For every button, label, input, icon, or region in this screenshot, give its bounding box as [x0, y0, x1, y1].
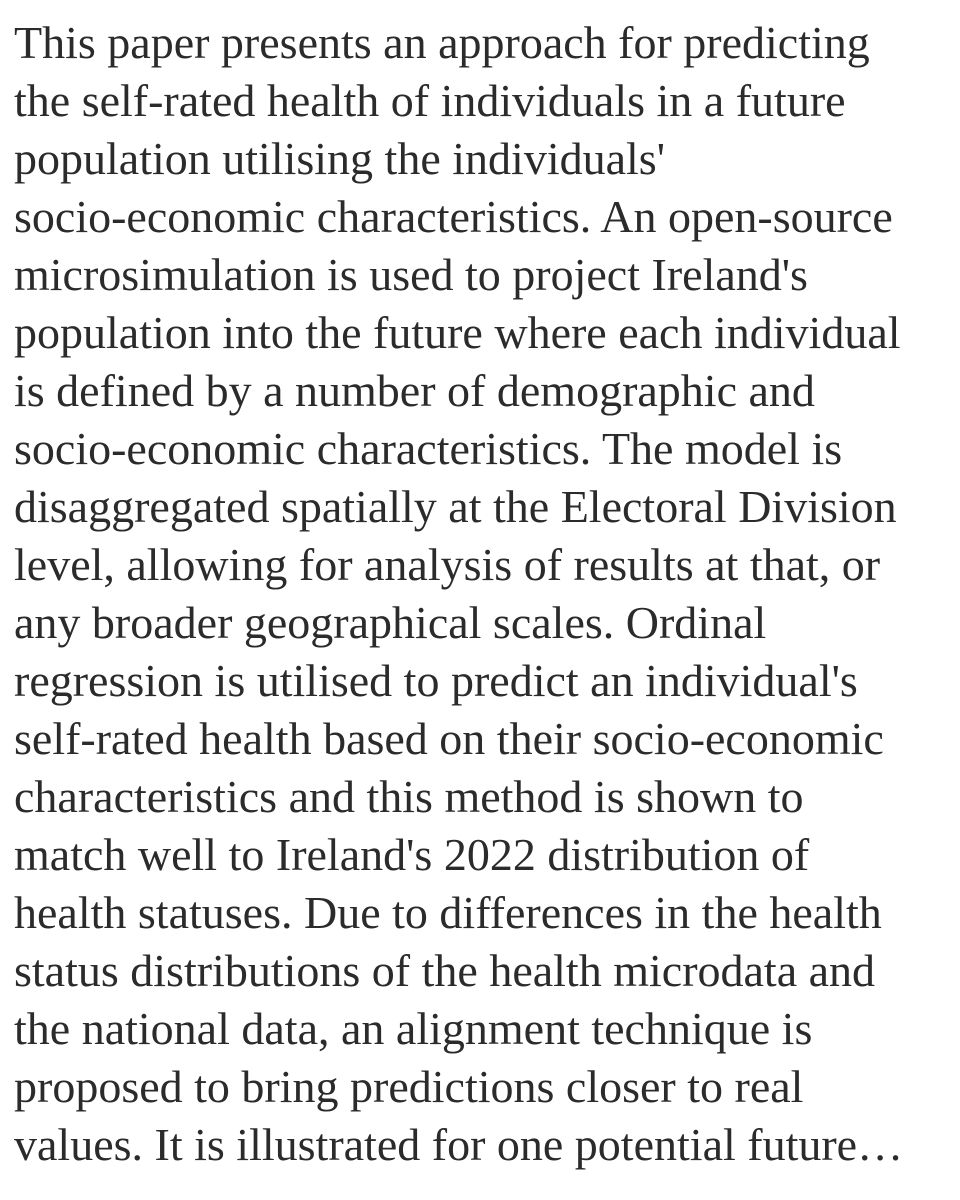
abstract-line: socio-economic characteristics. An open-source — [14, 191, 893, 242]
abstract-line: health statuses. Due to differences in the health — [14, 887, 882, 938]
abstract-line: match well to Ireland's 2022 distribution of — [14, 829, 810, 880]
abstract-line: level, allowing for analysis of results at that, or — [14, 539, 881, 590]
abstract-line: self-rated health based on their socio-economic — [14, 713, 884, 764]
abstract-line: disaggregated spatially at the Electoral Division — [14, 481, 897, 532]
abstract-line: microsimulation is used to project Ireland's — [14, 249, 808, 300]
abstract-line: This paper presents an approach for predicting — [14, 17, 870, 68]
abstract-line: is defined by a number of demographic and — [14, 365, 815, 416]
abstract-line: the self-rated health of individuals in a future — [14, 75, 846, 126]
abstract-paragraph — [14, 14, 960, 1174]
abstract-line: regression is utilised to predict an individual's — [14, 655, 858, 706]
abstract-line: status distributions of the health microdata and — [14, 945, 876, 996]
abstract-line: characteristics and this method is shown to — [14, 771, 804, 822]
abstract-line: population utilising the individuals' — [14, 133, 665, 184]
abstract-line: any broader geographical scales. Ordinal — [14, 597, 767, 648]
abstract-line: the national data, an alignment technique is — [14, 1003, 813, 1054]
abstract-line: population into the future where each individual — [14, 307, 901, 358]
abstract-line: socio-economic characteristics. The model is — [14, 423, 843, 474]
abstract-line: proposed to bring predictions closer to real — [14, 1061, 804, 1112]
abstract-line: values. It is illustrated for one potential future… — [14, 1119, 904, 1170]
